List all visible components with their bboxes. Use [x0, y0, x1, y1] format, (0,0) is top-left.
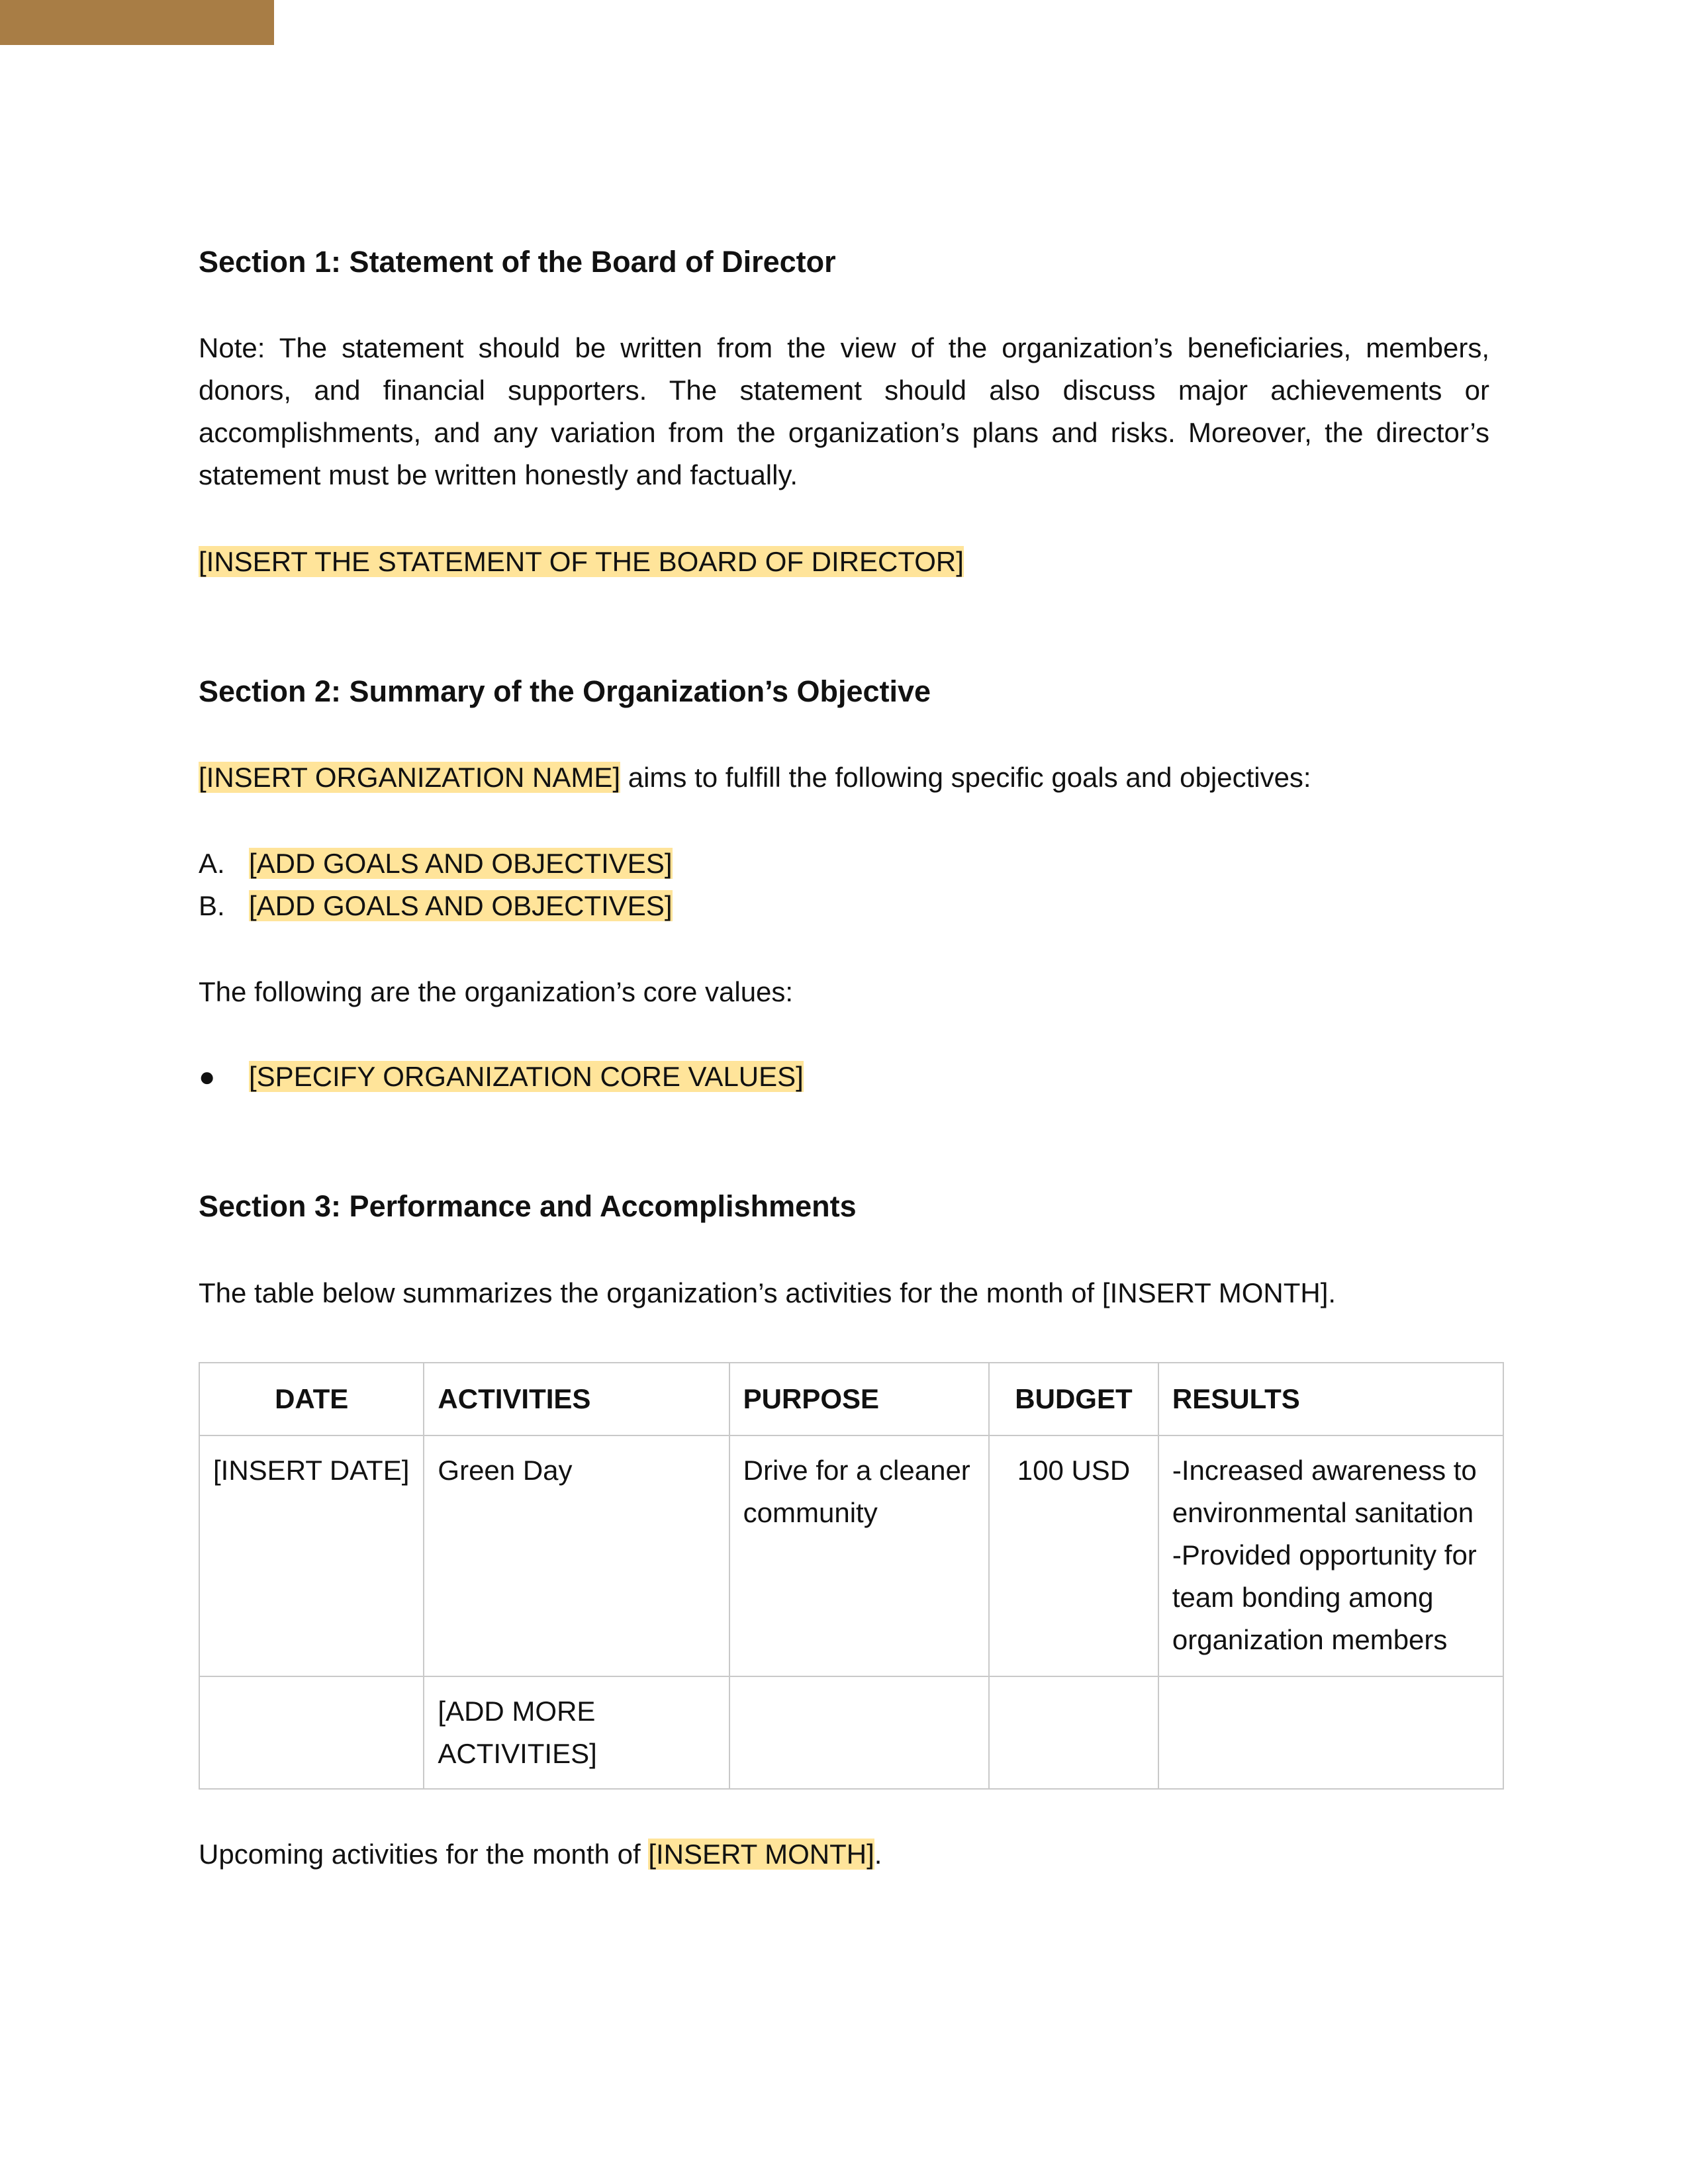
header-results: RESULTS: [1158, 1363, 1503, 1435]
result-line: -Increased awareness to environmental sanitation: [1172, 1455, 1477, 1528]
goal-marker-b: B.: [199, 890, 225, 921]
board-statement-placeholder[interactable]: [INSERT THE STATEMENT OF THE BOARD OF DIRECTOR]: [199, 546, 964, 577]
table-intro: The table below summarizes the organization’s activities for the month of [INSERT MONTH].: [199, 1277, 1336, 1308]
bullet-icon: ●: [199, 1061, 216, 1092]
cell-date[interactable]: [INSERT DATE]: [199, 1435, 424, 1676]
cell-activities[interactable]: Green Day: [424, 1435, 729, 1676]
section-1-heading: Section 1: Statement of the Board of Director: [199, 245, 836, 279]
cell-activities[interactable]: [ADD MORE ACTIVITIES]: [424, 1676, 729, 1789]
table-row: [199, 1435, 1503, 1676]
cell-results[interactable]: [1158, 1676, 1503, 1789]
corner-accent-band: [0, 0, 274, 45]
activities-table: [199, 1362, 1504, 1790]
goal-marker-a: A.: [199, 848, 225, 879]
header-activities: ACTIVITIES: [424, 1363, 729, 1435]
upcoming-month-placeholder[interactable]: [INSERT MONTH]: [648, 1839, 874, 1870]
values-intro: The following are the organization’s core values:: [199, 976, 794, 1007]
result-line: -Provided opportunity for team bonding among organization members: [1172, 1539, 1477, 1655]
section-1-note: Note: The statement should be written from the view of the organization’s beneficiaries, members, donors, and financial supporters. The statement should also discuss major achievements or accomplishments, and any variation from the organization’s plans and risks. Moreover, the director’s statement must be written honestly and factually.: [199, 332, 1489, 490]
cell-budget[interactable]: 100 USD: [989, 1435, 1158, 1676]
cell-purpose[interactable]: [729, 1676, 989, 1789]
cell-purpose[interactable]: Drive for a cleaner community: [729, 1435, 989, 1676]
section-1-placeholder-paragraph: [199, 541, 964, 583]
cell-results[interactable]: [1158, 1435, 1503, 1676]
core-values-placeholder[interactable]: [SPECIFY ORGANIZATION CORE VALUES]: [249, 1061, 804, 1092]
goal-placeholder-b[interactable]: [ADD GOALS AND OBJECTIVES]: [249, 890, 673, 921]
goals-intro-paragraph: [199, 756, 1311, 799]
goal-item-b: [199, 885, 673, 927]
goals-intro-text: aims to fulfill the following specific goals and objectives:: [620, 762, 1311, 793]
goal-item-a: [199, 842, 673, 885]
header-budget: BUDGET: [989, 1363, 1158, 1435]
cell-budget[interactable]: [989, 1676, 1158, 1789]
header-date: DATE: [199, 1363, 424, 1435]
upcoming-suffix: .: [874, 1839, 882, 1870]
section-3-heading: Section 3: Performance and Accomplishments: [199, 1189, 857, 1223]
goal-placeholder-a[interactable]: [ADD GOALS AND OBJECTIVES]: [249, 848, 673, 879]
organization-name-placeholder[interactable]: [INSERT ORGANIZATION NAME]: [199, 762, 621, 793]
cell-date[interactable]: [199, 1676, 424, 1789]
upcoming-prefix: Upcoming activities for the month of: [199, 1839, 649, 1870]
table-header-row: [199, 1363, 1503, 1435]
core-value-item: [199, 1056, 804, 1098]
section-2-heading: Section 2: Summary of the Organization’s Objective: [199, 674, 931, 708]
header-purpose: PURPOSE: [729, 1363, 989, 1435]
table-row: [199, 1676, 1503, 1789]
upcoming-activities-line: [199, 1833, 882, 1876]
